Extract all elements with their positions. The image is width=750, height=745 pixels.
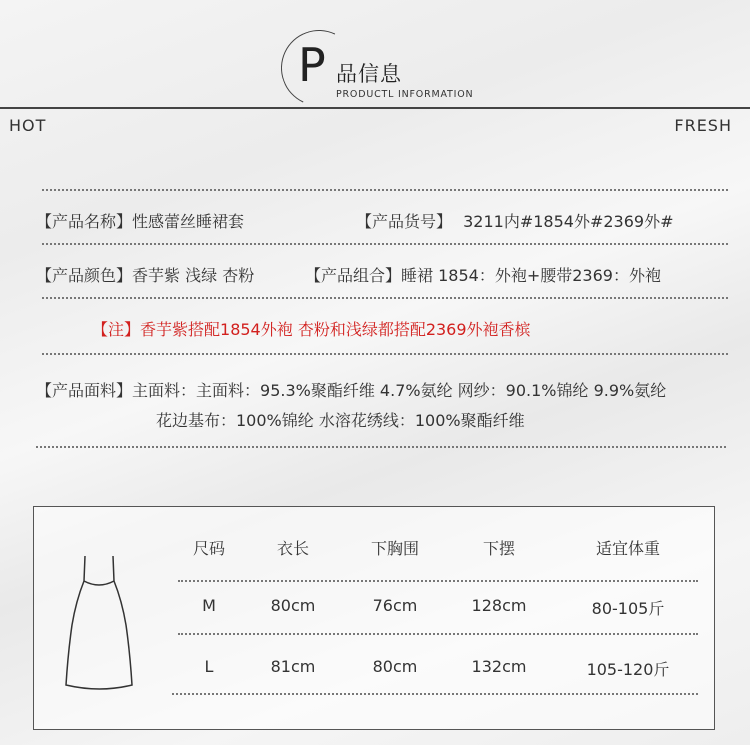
product-code-label: 【产品货号】 (356, 212, 453, 231)
size-table-header (170, 536, 710, 566)
note-value: 香芋紫搭配1854外袍 杏粉和浅绿都搭配2369外袍香槟 (140, 320, 531, 339)
header-title: 品信息 (336, 62, 402, 86)
dotted-divider (42, 189, 728, 191)
cell-length: 81cm (270, 657, 316, 676)
cell-size: M (202, 596, 216, 615)
cell-underbust: 80cm (372, 657, 418, 676)
table-dotted-divider (178, 633, 698, 635)
product-name-row (36, 209, 244, 232)
note-row (92, 317, 531, 340)
cell-underbust: 76cm (372, 596, 418, 615)
dotted-divider (42, 353, 728, 355)
note-label: 【注】 (92, 320, 141, 339)
product-color-row (36, 263, 254, 286)
cell-weight: 105-120斤 (586, 660, 670, 679)
table-dotted-divider (172, 693, 698, 695)
table-row (170, 596, 710, 626)
header-divider (0, 107, 750, 109)
product-code-row (356, 209, 674, 232)
table-row (170, 657, 710, 687)
product-combo-label: 【产品组合】 (305, 266, 402, 285)
dotted-divider (42, 297, 728, 299)
header-underbust: 下胸围 (370, 539, 419, 558)
cell-hem: 128cm (471, 596, 527, 615)
header-length: 衣长 (276, 539, 309, 558)
product-color-value: 香芋紫 浅绿 杏粉 (132, 266, 255, 285)
dotted-divider (36, 446, 726, 448)
fresh-tag: FRESH (674, 116, 732, 135)
cell-length: 80cm (270, 596, 316, 615)
dotted-divider (42, 243, 728, 245)
product-combo-value: 睡裙 1854：外袍+腰带2369：外袍 (401, 266, 661, 285)
header-subtitle: PRODUCTL INFORMATION (336, 89, 474, 100)
product-fabric-row (36, 378, 666, 401)
table-dotted-divider (178, 580, 698, 582)
header-size: 尺码 (192, 539, 225, 558)
header-letter: P (298, 38, 326, 92)
hot-tag: HOT (9, 116, 47, 135)
product-fabric-label: 【产品面料】 (36, 381, 133, 400)
product-code-value: 3211内#1854外#2369外# (463, 212, 674, 231)
cell-size: L (204, 657, 214, 676)
product-name-value: 性感蕾丝睡裙套 (132, 212, 245, 231)
header-weight: 适宜体重 (595, 539, 660, 558)
product-combo-row (305, 263, 661, 286)
slip-dress-icon (62, 553, 138, 695)
cell-weight: 80-105斤 (591, 599, 665, 618)
cell-hem: 132cm (471, 657, 527, 676)
product-fabric-line1: 主面料：主面料：95.3%聚酯纤维 4.7%氨纶 网纱：90.1%锦纶 9.9%氨纶 (132, 381, 667, 400)
product-fabric-line2: 花边基布：100%锦纶 水溶花绣线：100%聚酯纤维 (156, 411, 525, 430)
product-name-label: 【产品名称】 (36, 212, 133, 231)
header-hem: 下摆 (482, 539, 515, 558)
product-color-label: 【产品颜色】 (36, 266, 133, 285)
